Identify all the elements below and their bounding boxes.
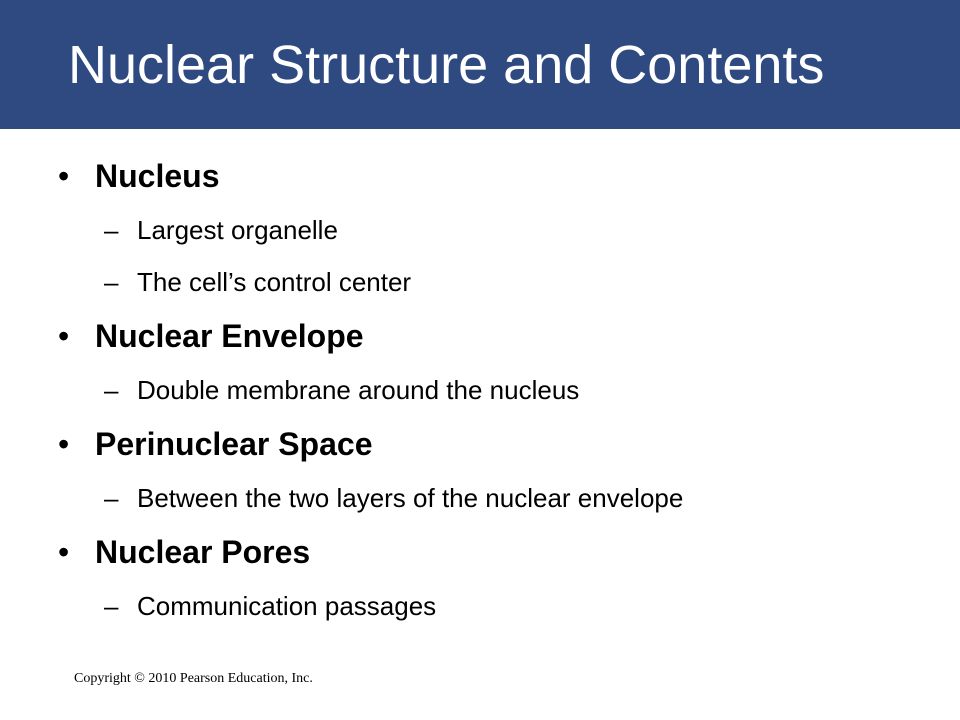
bullet-marker: •	[58, 534, 70, 570]
bullet-heading: Nucleus	[95, 158, 220, 194]
sub-bullet-text: The cell’s control center	[137, 267, 412, 297]
bullet-item	[0, 524, 960, 580]
sub-bullet-marker: –	[104, 591, 119, 621]
bullet-heading: Nuclear Pores	[95, 534, 311, 570]
sub-bullet-item	[0, 204, 960, 256]
sub-bullet-marker: –	[104, 375, 119, 405]
sub-bullet-marker: –	[104, 483, 119, 513]
title-bar	[0, 0, 960, 129]
sub-bullet-text: Communication passages	[137, 591, 437, 621]
bullet-list	[0, 148, 960, 632]
sub-bullet-item	[0, 580, 960, 632]
bullet-marker: •	[58, 158, 70, 194]
sub-bullet-text: Double membrane around the nucleus	[137, 375, 580, 405]
sub-bullet-marker: –	[104, 215, 119, 245]
sub-bullet-text: Between the two layers of the nuclear envelope	[137, 483, 684, 513]
sub-bullet-item	[0, 256, 960, 308]
bullet-item	[0, 416, 960, 472]
bullet-item	[0, 148, 960, 204]
sub-bullet-item	[0, 364, 960, 416]
bullet-heading: Perinuclear Space	[95, 426, 373, 462]
bullet-marker: •	[58, 426, 70, 462]
sub-bullet-marker: –	[104, 267, 119, 297]
bullet-heading: Nuclear Envelope	[95, 318, 364, 354]
copyright-footer: Copyright © 2010 Pearson Education, Inc.	[74, 671, 313, 686]
sub-bullet-text: Largest organelle	[137, 215, 338, 245]
slide-title: Nuclear Structure and Contents	[68, 35, 825, 95]
bullet-item	[0, 308, 960, 364]
bullet-marker: •	[58, 318, 70, 354]
sub-bullet-item	[0, 472, 960, 524]
